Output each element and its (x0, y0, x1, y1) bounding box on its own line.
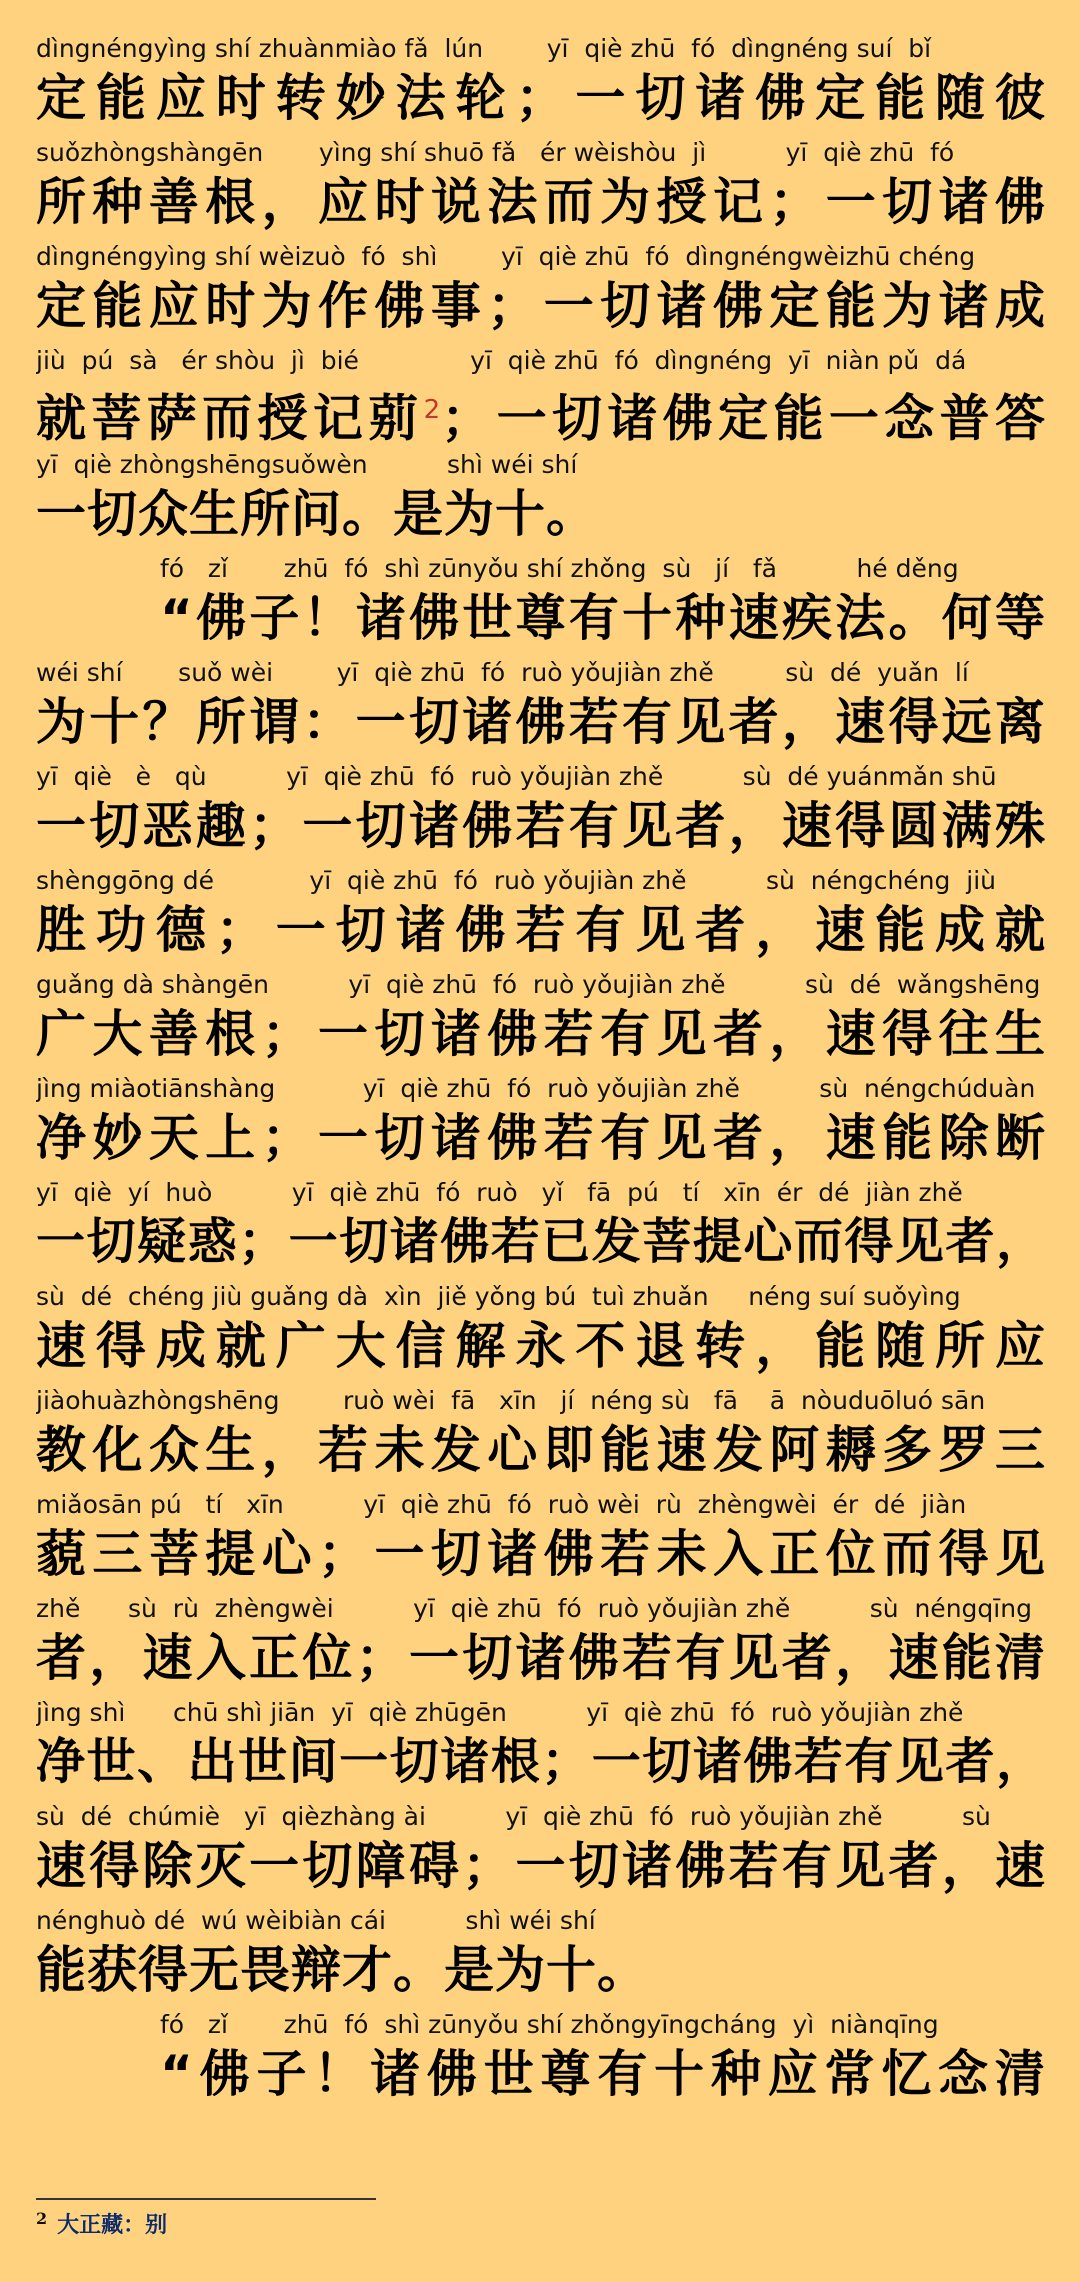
pinyin-line: jiàohuàzhòngshēng ruò wèi fā xīn jí néng sù fā ā nòuduōluó sān (36, 1386, 986, 1415)
footnote-number: 2 (36, 2208, 48, 2228)
pinyin-line: miǎosān pú tí xīn yī qiè zhū fó ruò wèi rù zhèngwèi ér dé jiàn (36, 1490, 967, 1519)
pinyin-line: wéi shí suǒ wèi yī qiè zhū fó ruò yǒujiàn zhě sù dé yuǎn lí (36, 658, 969, 687)
footnote-text: 大正藏：别 (57, 2212, 168, 2238)
hanzi-line: 广大善根；一切诸佛若有见者，速得往生 (36, 1005, 1046, 1063)
hanzi-line: “佛子！诸佛世尊有十种应常忆念清 (160, 2045, 1046, 2103)
pinyin-line: yī qiè è qù yī qiè zhū fó ruò yǒujiàn zhě sù dé yuánmǎn shū (36, 762, 997, 791)
hanzi-line: 为十？所谓：一切诸佛若有见者，速得远离 (36, 693, 1046, 751)
text-line (36, 1174, 1046, 1278)
pinyin-line: zhě sù rù zhèngwèi yī qiè zhū fó ruò yǒujiàn zhě sù néngqīng (36, 1594, 1032, 1623)
hanzi-line: 者，速入正位；一切诸佛若有见者，速能清 (36, 1629, 1046, 1687)
text-line (36, 1902, 1046, 2006)
hanzi-segment: ；一切诸佛定能一念普答 (441, 389, 1046, 448)
pinyin-line: fó zǐ zhū fó shì zūnyǒu shí zhǒng sù jí fǎ hé děng (160, 554, 959, 583)
text-line (36, 1382, 1046, 1486)
pinyin-line: nénghuò dé wú wèibiàn cái shì wéi shí (36, 1906, 596, 1935)
text-line (36, 238, 1046, 342)
text-line (160, 550, 1046, 654)
hanzi-line: 速得除灭一切障碍；一切诸佛若有见者，速 (36, 1837, 1046, 1895)
text-line (36, 1590, 1046, 1694)
text-line (160, 2006, 1046, 2110)
hanzi-line: 能获得无畏辩才。是为十。 (36, 1941, 648, 1999)
pinyin-line: jiù pú sà ér shòu jì bié yī qiè zhū fó dìngnéng yī niàn pǔ dá (36, 346, 967, 375)
pinyin-line: sù dé chéng jiù guǎng dà xìn jiě yǒng bú tuì zhuǎn néng suí suǒyìng (36, 1282, 961, 1311)
text-line (36, 966, 1046, 1070)
pinyin-line: jìng shì chū shì jiān yī qiè zhūgēn yī qiè zhū fó ruò yǒujiàn zhě (36, 1698, 964, 1727)
footnote (36, 2208, 167, 2239)
hanzi-line (36, 380, 1046, 449)
text-line (36, 654, 1046, 758)
pinyin-line: dìngnéngyìng shí zhuànmiào fǎ lún yī qiè zhū fó dìngnéng suí bǐ (36, 34, 932, 63)
hanzi-line: 速得成就广大信解永不退转，能随所应 (36, 1317, 1046, 1375)
hanzi-line: 一切疑惑；一切诸佛若已发菩提心而得见者， (36, 1213, 1046, 1270)
text-line (36, 134, 1046, 238)
text-line (36, 862, 1046, 966)
text-line (36, 446, 1046, 550)
hanzi-line: 藐三菩提心；一切诸佛若未入正位而得见 (36, 1525, 1046, 1583)
hanzi-line: “佛子！诸佛世尊有十种速疾法。何等 (160, 589, 1046, 647)
pinyin-line: guǎng dà shàngēn yī qiè zhū fó ruò yǒujiàn zhě sù dé wǎngshēng (36, 970, 1041, 999)
hanzi-line: 一切恶趣；一切诸佛若有见者，速得圆满殊 (36, 797, 1046, 855)
text-line (36, 30, 1046, 134)
text-line (36, 342, 1046, 446)
hanzi-line: 净世、出世间一切诸根；一切诸佛若有见者， (36, 1733, 1046, 1790)
hanzi-line: 定能应时转妙法轮；一切诸佛定能随彼 (36, 69, 1046, 127)
text-line (36, 1278, 1046, 1382)
text-line (36, 758, 1046, 862)
text-line (36, 1694, 1046, 1798)
hanzi-line: 一切众生所问。是为十。 (36, 485, 597, 543)
pinyin-line: fó zǐ zhū fó shì zūnyǒu shí zhǒngyīngcháng yì niànqīng (160, 2010, 939, 2039)
footnote-marker[interactable]: 2 (423, 395, 442, 425)
pinyin-line: yī qiè yí huò yī qiè zhū fó ruò yǐ fā pú tí xīn ér dé jiàn zhě (36, 1178, 963, 1207)
hanzi-line: 净妙天上；一切诸佛若有见者，速能除断 (36, 1109, 1046, 1167)
pinyin-line: suǒzhòngshàngēn yìng shí shuō fǎ ér wèishòu jì yī qiè zhū fó (36, 138, 955, 167)
hanzi-line: 所种善根，应时说法而为授记；一切诸佛 (36, 173, 1046, 231)
hanzi-segment: 就菩萨而授记莂 (36, 389, 424, 448)
pinyin-line: dìngnéngyìng shí wèizuò fó shì yī qiè zhū fó dìngnéngwèizhū chéng (36, 242, 976, 271)
text-line (36, 1486, 1046, 1590)
text-line (36, 1070, 1046, 1174)
pinyin-line: jìng miàotiānshàng yī qiè zhū fó ruò yǒujiàn zhě sù néngchúduàn (36, 1074, 1036, 1103)
footnote-divider (36, 2198, 376, 2200)
text-line (36, 1798, 1046, 1902)
pinyin-line: shènggōng dé yī qiè zhū fó ruò yǒujiàn zhě sù néngchéng jiù (36, 866, 997, 895)
hanzi-line: 胜功德；一切诸佛若有见者，速能成就 (36, 901, 1046, 959)
hanzi-line: 定能应时为作佛事；一切诸佛定能为诸成 (36, 277, 1046, 335)
pinyin-line: sù dé chúmiè yī qièzhàng ài yī qiè zhū fó ruò yǒujiàn zhě sù (36, 1802, 991, 1831)
hanzi-line: 教化众生，若未发心即能速发阿耨多罗三 (36, 1421, 1046, 1479)
pinyin-line: yī qiè zhòngshēngsuǒwèn shì wéi shí (36, 450, 578, 479)
